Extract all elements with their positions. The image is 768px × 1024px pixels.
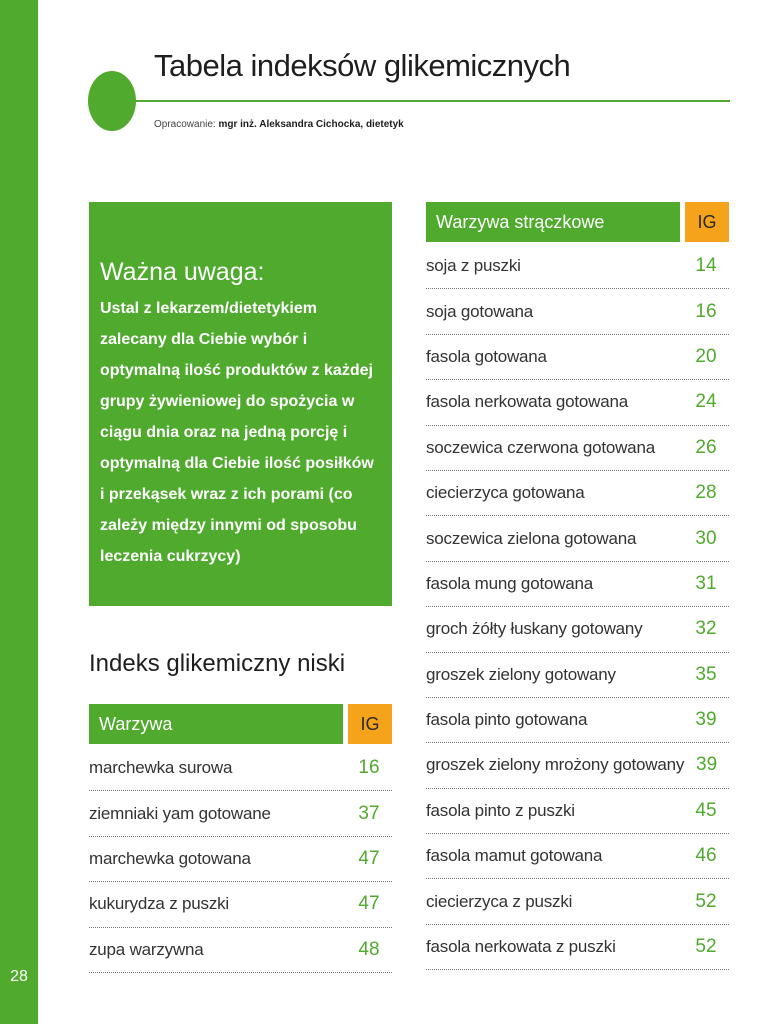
ig-value: 14 bbox=[695, 255, 717, 277]
ig-value: 39 bbox=[696, 754, 718, 776]
table-row bbox=[426, 380, 729, 425]
table-row bbox=[426, 743, 729, 788]
ig-value: 32 bbox=[695, 618, 717, 640]
table-row bbox=[426, 925, 729, 970]
food-name: groszek zielony gotowany bbox=[426, 664, 616, 684]
table-header-ig: IG bbox=[348, 704, 392, 744]
table-row bbox=[426, 471, 729, 516]
ig-value: 39 bbox=[695, 709, 717, 731]
food-name: ciecierzyca z puszki bbox=[426, 891, 573, 911]
food-name: fasola pinto z puszki bbox=[426, 800, 575, 820]
ig-value: 16 bbox=[358, 757, 380, 779]
ig-value: 47 bbox=[358, 847, 380, 869]
table-row bbox=[426, 289, 729, 334]
table-straczkowe bbox=[426, 202, 729, 970]
table-header bbox=[426, 202, 729, 242]
table-header-name: Warzywa bbox=[89, 704, 343, 744]
ig-value: 28 bbox=[695, 482, 717, 504]
table-row bbox=[426, 607, 729, 652]
table-row bbox=[426, 834, 729, 879]
ig-value: 35 bbox=[695, 663, 717, 685]
food-name: ziemniaki yam gotowane bbox=[89, 803, 271, 823]
table-row bbox=[426, 789, 729, 834]
table-header-name: Warzywa strączkowe bbox=[426, 202, 680, 242]
table-row bbox=[89, 928, 392, 973]
food-name: zupa warzywna bbox=[89, 939, 204, 959]
food-name: fasola gotowana bbox=[426, 346, 547, 366]
side-bar bbox=[0, 0, 38, 1024]
food-name: kukurydza z puszki bbox=[89, 894, 230, 914]
food-name: marchewka gotowana bbox=[89, 848, 251, 868]
table-header bbox=[89, 704, 392, 744]
food-name: soczewica zielona gotowana bbox=[426, 528, 637, 548]
table-row bbox=[426, 335, 729, 380]
food-name: fasola mamut gotowana bbox=[426, 846, 603, 866]
table-warzywa bbox=[89, 704, 392, 973]
food-name: soja z puszki bbox=[426, 256, 521, 276]
table-header-ig: IG bbox=[685, 202, 729, 242]
page-title: Tabela indeksów glikemicznych bbox=[154, 48, 571, 83]
ig-value: 52 bbox=[695, 936, 717, 958]
note-text: Ustal z lekarzem/dietetykiem zalecany dla Ciebie wybór i optymalną ilość produktów z każdej grupy żywieniowej do spożycia w ciągu dnia oraz na jedną porcję i optymalną dla Ciebie ilość posiłków i przekąsek wraz z ich porami (co zależy między innymi od sposobu leczenia cukrzycy) bbox=[100, 300, 374, 565]
food-name: ciecierzyca gotowana bbox=[426, 483, 585, 503]
table-row bbox=[89, 882, 392, 927]
ig-value: 37 bbox=[358, 802, 380, 824]
food-name: marchewka surowa bbox=[89, 758, 233, 778]
note-title: Ważna uwaga: bbox=[100, 258, 265, 286]
page-number: 28 bbox=[10, 968, 28, 985]
ig-value: 16 bbox=[695, 300, 717, 322]
table-row bbox=[426, 516, 729, 561]
ig-value: 24 bbox=[695, 391, 717, 413]
table-row bbox=[426, 653, 729, 698]
ig-value: 47 bbox=[358, 893, 380, 915]
food-name: fasola pinto gotowana bbox=[426, 710, 588, 730]
important-note-box bbox=[89, 202, 392, 606]
table-row bbox=[426, 698, 729, 743]
table-row bbox=[426, 244, 729, 289]
table-row bbox=[426, 879, 729, 924]
ig-value: 26 bbox=[695, 436, 717, 458]
section-heading: Indeks glikemiczny niski bbox=[89, 650, 346, 677]
ig-value: 31 bbox=[695, 572, 717, 594]
table-row bbox=[426, 426, 729, 471]
ig-value: 20 bbox=[695, 345, 717, 367]
food-name: fasola nerkowata gotowana bbox=[426, 392, 628, 412]
ig-value: 52 bbox=[695, 890, 717, 912]
food-name: groch żółty łuskany gotowany bbox=[426, 619, 643, 639]
author-line bbox=[154, 119, 404, 130]
author-prefix: Opracowanie: bbox=[154, 119, 216, 130]
ig-value: 45 bbox=[695, 799, 717, 821]
food-name: soczewica czerwona gotowana bbox=[426, 437, 655, 457]
header-circle bbox=[88, 71, 136, 131]
ig-value: 30 bbox=[695, 527, 717, 549]
food-name: soja gotowana bbox=[426, 301, 534, 321]
ig-value: 48 bbox=[358, 938, 380, 960]
table-row bbox=[89, 791, 392, 836]
food-name: groszek zielony mrożony gotowany bbox=[426, 755, 685, 775]
header-rule bbox=[110, 100, 730, 102]
table-row bbox=[89, 837, 392, 882]
ig-value: 46 bbox=[695, 845, 717, 867]
table-row bbox=[426, 562, 729, 607]
food-name: fasola mung gotowana bbox=[426, 573, 594, 593]
food-name: fasola nerkowata z puszki bbox=[426, 937, 616, 957]
author-name: mgr inż. Aleksandra Cichocka, dietetyk bbox=[218, 119, 404, 130]
table-row bbox=[89, 746, 392, 791]
